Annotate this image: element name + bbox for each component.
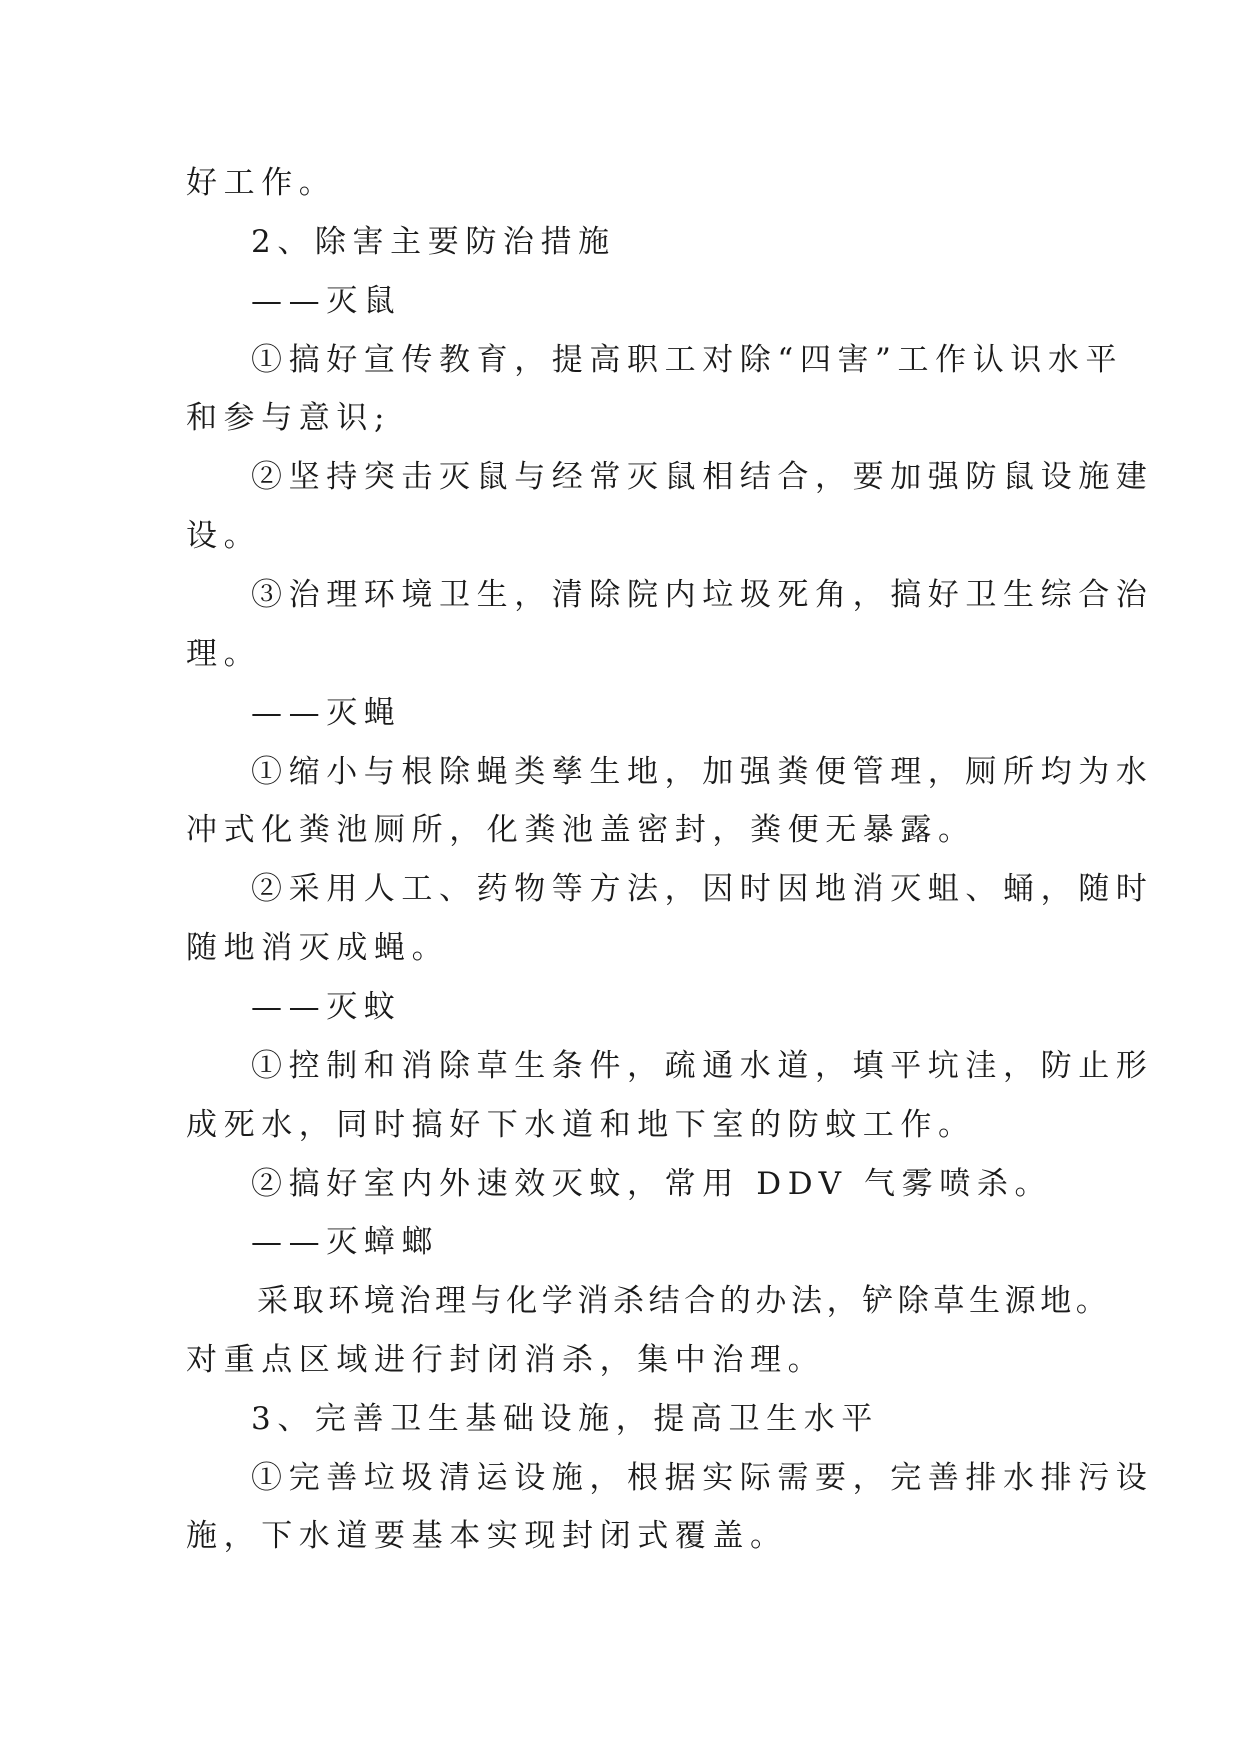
text-line: 设。 [186, 518, 262, 554]
subheading-rodents: ——灭鼠 [251, 283, 402, 319]
text-line: ②坚持突击灭鼠与经常灭鼠相结合，要加强防鼠设施建 [251, 459, 1154, 495]
subheading-mosquitoes: ——灭蚊 [251, 989, 402, 1025]
text-line: ③治理环境卫生，清除院内垃圾死角，搞好卫生综合治 [251, 577, 1154, 613]
text-line: 对重点区域进行封闭消杀，集中治理。 [186, 1342, 826, 1378]
text-line: 好工作。 [186, 165, 337, 201]
text-line: 和参与意识; [186, 400, 392, 436]
subheading-cockroaches: ——灭蟑螂 [251, 1224, 439, 1260]
section-heading: 2、除害主要防治措施 [251, 224, 616, 260]
text-line: ①搞好宣传教育，提高职工对除“四害”工作认识水平 [251, 342, 1124, 378]
text-line: ①完善垃圾清运设施，根据实际需要，完善排水排污设 [251, 1460, 1154, 1496]
text-line: 成死水，同时搞好下水道和地下室的防蚊工作。 [186, 1107, 976, 1143]
text-line: ①控制和消除草生条件，疏通水道，填平坑洼，防止形 [251, 1048, 1154, 1084]
text-line: 理。 [186, 636, 262, 672]
text-line: 随地消灭成蝇。 [186, 930, 450, 966]
text-line: 冲式化粪池厕所，化粪池盖密封，粪便无暴露。 [186, 812, 976, 848]
text-line: ①缩小与根除蝇类孳生地，加强粪便管理，厕所均为水 [251, 754, 1154, 790]
text-line: ②搞好室内外速效灭蚊，常用 DDV 气雾喷杀。 [251, 1166, 1053, 1202]
text-line: 采取环境治理与化学消杀结合的办法，铲除草生源地。 [257, 1283, 1112, 1319]
text-line: ②采用人工、药物等方法，因时因地消灭蛆、蛹，随时 [251, 871, 1154, 907]
section-heading: 3、完善卫生基础设施，提高卫生水平 [251, 1401, 879, 1437]
text-line: 施，下水道要基本实现封闭式覆盖。 [186, 1518, 788, 1554]
subheading-flies: ——灭蝇 [251, 695, 402, 731]
